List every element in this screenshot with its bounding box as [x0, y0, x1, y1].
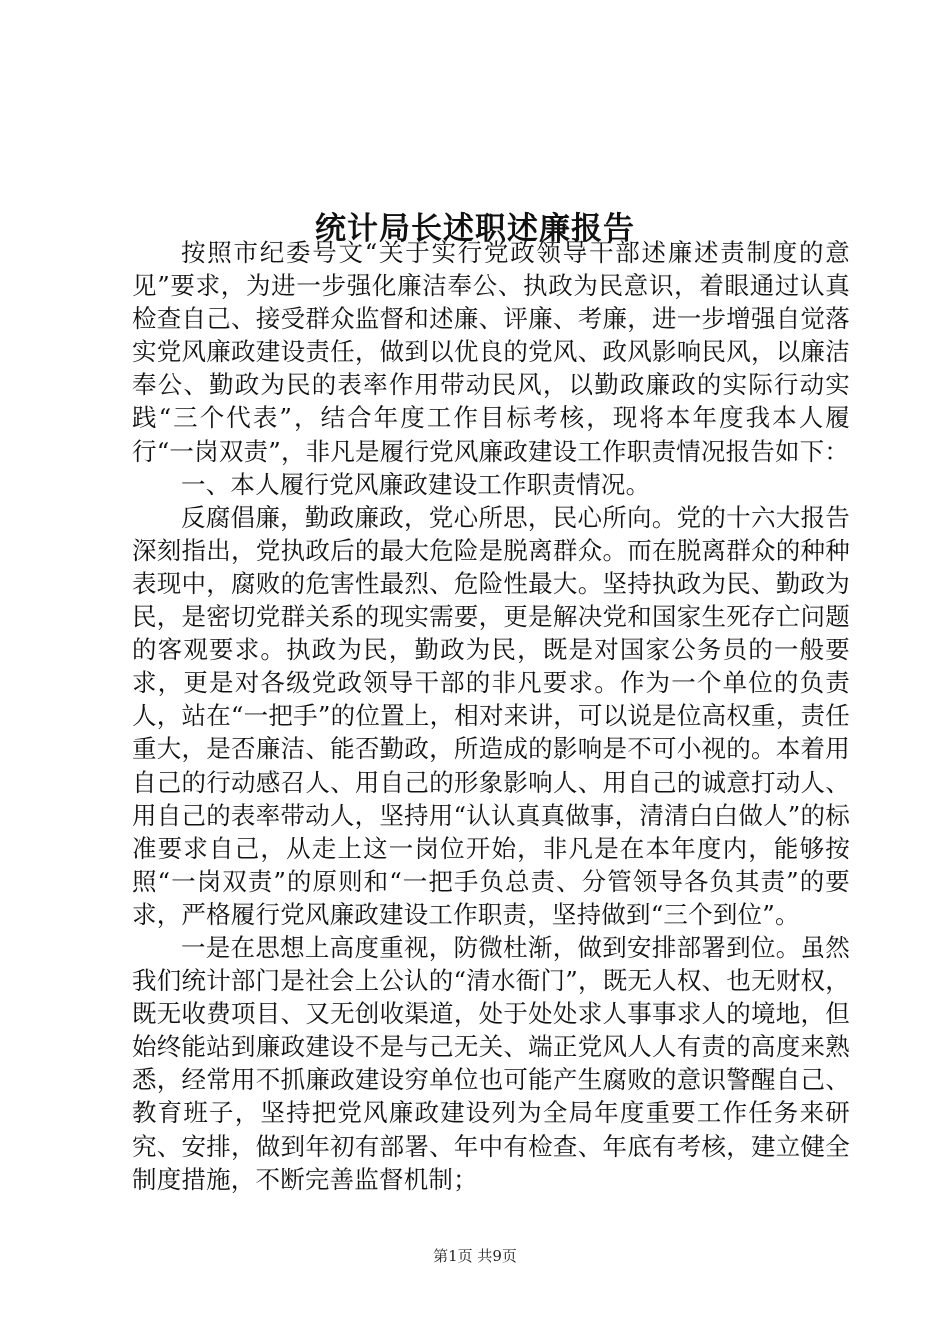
paragraph-intro: 按照市纪委号文“关于实行党政领导干部述廉述责制度的意见”要求，为进一步强化廉洁奉公、执政为民意识，着眼通过认真检查自己、接受群众监督和述廉、评廉、考廉，进一步增强自觉落实党风廉政建设责任，做到以优良的党风、政风影响民风，以廉洁奉公、勤政为民的表率作用带动民风，以勤政廉政的实际行动实践“三个代表”，结合年度工作目标考核，现将本年度我本人履行“一岗双责”，非凡是履行党风廉政建设工作职责情况报告如下：: [132, 238, 850, 466]
page-footer: 第1页 共9页: [433, 1247, 517, 1265]
document-body: [132, 236, 850, 1196]
page-title: 统计局长述职述廉报告: [315, 210, 635, 247]
paragraph-section-heading: 一、本人履行党风廉政建设工作职责情况。: [181, 469, 651, 499]
paragraph-anti-corruption: 反腐倡廉，勤政廉政，党心所思，民心所向。党的十六大报告深刻指出，党执政后的最大危险是脱离群众。而在脱离群众的种种表现中，腐败的危害性最烈、危险性最大。坚持执政为民、勤政为民，是密切党群关系的现实需要，更是解决党和国家生死存亡问题的客观要求。执政为民，勤政为民，既是对国家公务员的一般要求，更是对各级党政领导干部的非凡要求。作为一个单位的负责人，站在“一把手”的位置上，相对来讲，可以说是位高权重，责任重大，是否廉洁、能否勤政，所造成的影响是不可小视的。本着用自己的行动感召人、用自己的形象影响人、用自己的诚意打动人、用自己的表率带动人，坚持用“认认真真做事，清清白白做人”的标准要求自己，从走上这一岗位开始，非凡是在本年度内，能够按照“一岗双责”的原则和“一把手负总责、分管领导各负其责”的要求，严格履行党风廉政建设工作职责，坚持做到“三个到位”。: [132, 502, 850, 929]
paragraph-point-one: 一是在思想上高度重视，防微杜渐，做到安排部署到位。虽然我们统计部门是社会上公认的“清水衙门”，既无人权、也无财权，既无收费项目、又无创收渠道，处于处处求人事事求人的境地，但始终能站到廉政建设不是与己无关、端正党风人人有责的高度来熟悉，经常用不抓廉政建设穷单位也可能产生腐败的意识警醒自己、教育班子，坚持把党风廉政建设列为全局年度重要工作任务来研究、安排，做到年初有部署、年中有检查、年底有考核，建立健全制度措施，不断完善监督机制；: [132, 932, 850, 1194]
